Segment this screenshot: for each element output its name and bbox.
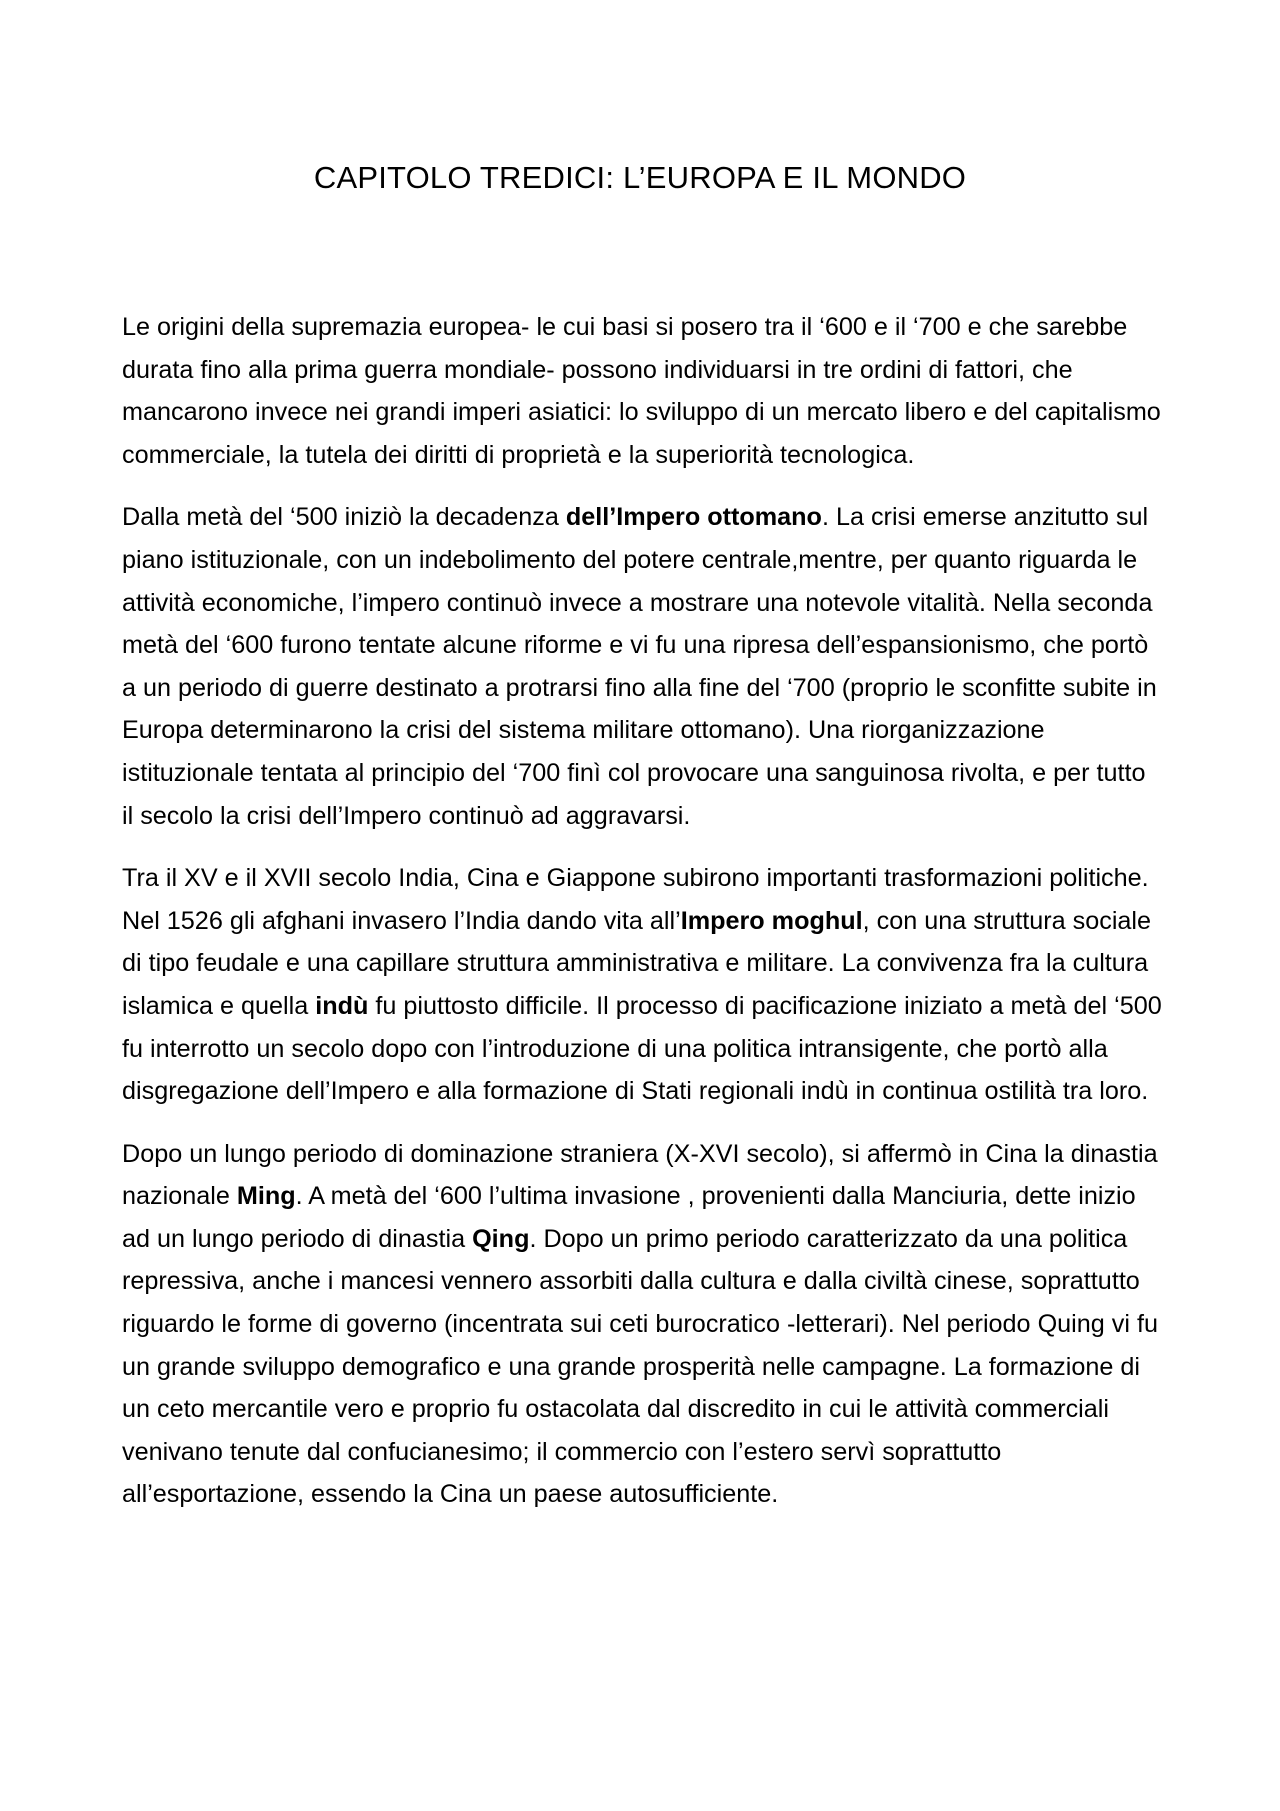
text-segment: , con una struttura sociale di tipo feudale e una capillare struttura amministrativa e militare. La convivenza fra la cultura islamica e quella (122, 906, 1152, 1020)
bold-term-impero-moghul: Impero moghul (680, 906, 863, 935)
text-segment: . A metà del ‘600 l’ultima invasione , provenienti dalla Manciuria, dette inizio ad un lungo periodo di dinastia (122, 1182, 1136, 1253)
text-segment: . Dopo un primo periodo caratterizzato da una politica repressiva, anche i mancesi vennero assorbiti dalla cultura e dalla civiltà cinese, soprattutto riguardo le forme di governo (incentrata sui ceti burocratico -letterari). Nel periodo Quing vi fu un grande sviluppo demografico e una grande prosperità nelle campagne. La formazione di un ceto mercantile vero e proprio fu ostacolata dal discredito in cui le attività commerciali venivano tenute dal confucianesimo; il commercio con l’estero servì soprattutto all’esportazione, essendo la Cina un paese autosufficiente. (122, 1224, 1158, 1509)
paragraph-impero-ottomano (122, 496, 1162, 837)
text-segment: Le origini della supremazia europea- le cui basi si posero tra il ‘600 e il ‘700 e che sarebbe durata fino alla prima guerra mondiale- possono individuarsi in tre ordini di fattori, che mancarono invece nei grandi imperi asiatici: lo sviluppo di un mercato libero e del capitalismo commerciale, la tutela dei diritti di proprietà e la superiorità tecnologica. (122, 313, 1161, 469)
paragraph-supremazia-europea (122, 306, 1162, 476)
paragraph-india (122, 857, 1162, 1113)
page-title: CAPITOLO TREDICI: L’EUROPA E IL MONDO (313, 160, 967, 195)
text-segment: . La crisi emerse anzitutto sul piano istituzionale, con un indebolimento del potere centrale,mentre, per quanto riguarda le attività economiche, l’impero continuò invece a mostrare una notevole vitalità. Nella seconda metà del ‘600 furono tentate alcune riforme e vi fu una ripresa dell’espansionismo, che portò a un periodo di guerre destinato a protrarsi fino alla fine del ‘700 (proprio le sconfitte subite in Europa determinarono la crisi del sistema militare ottomano). Una riorganizzazione istituzionale tentata al principio del ‘700 finì col provocare una sanguinosa rivolta, e per tutto il secolo la crisi dell’Impero continuò ad aggravarsi. (122, 503, 1157, 830)
text-segment: Dopo un lungo periodo di dominazione straniera (X-XVI secolo), si affermò in Cina la dinastia nazionale (122, 1139, 1158, 1211)
text-segment: fu piuttosto difficile. Il processo di pacificazione iniziato a metà del ‘500 fu interrotto un secolo dopo con l’introduzione di una politica intransigente, che portò alla disgregazione dell’Impero e alla formazione di Stati regionali indù in continua ostilità tra loro. (122, 991, 1162, 1106)
text-segment: Tra il XV e il XVII secolo India, Cina e Giappone subirono importanti trasformazioni politiche. Nel 1526 gli afghani invasero l’India dando vita all’ (122, 864, 1149, 935)
bold-term-impero-ottomano: dell’Impero ottomano (565, 503, 822, 532)
bold-term-ming: Ming (236, 1182, 296, 1211)
document-body (122, 306, 1162, 1536)
bold-term-qing: Qing (472, 1224, 530, 1253)
bold-term-indu: indù (315, 991, 369, 1020)
paragraph-cina (122, 1133, 1162, 1516)
text-segment: Dalla metà del ‘500 iniziò la decadenza (122, 503, 566, 532)
